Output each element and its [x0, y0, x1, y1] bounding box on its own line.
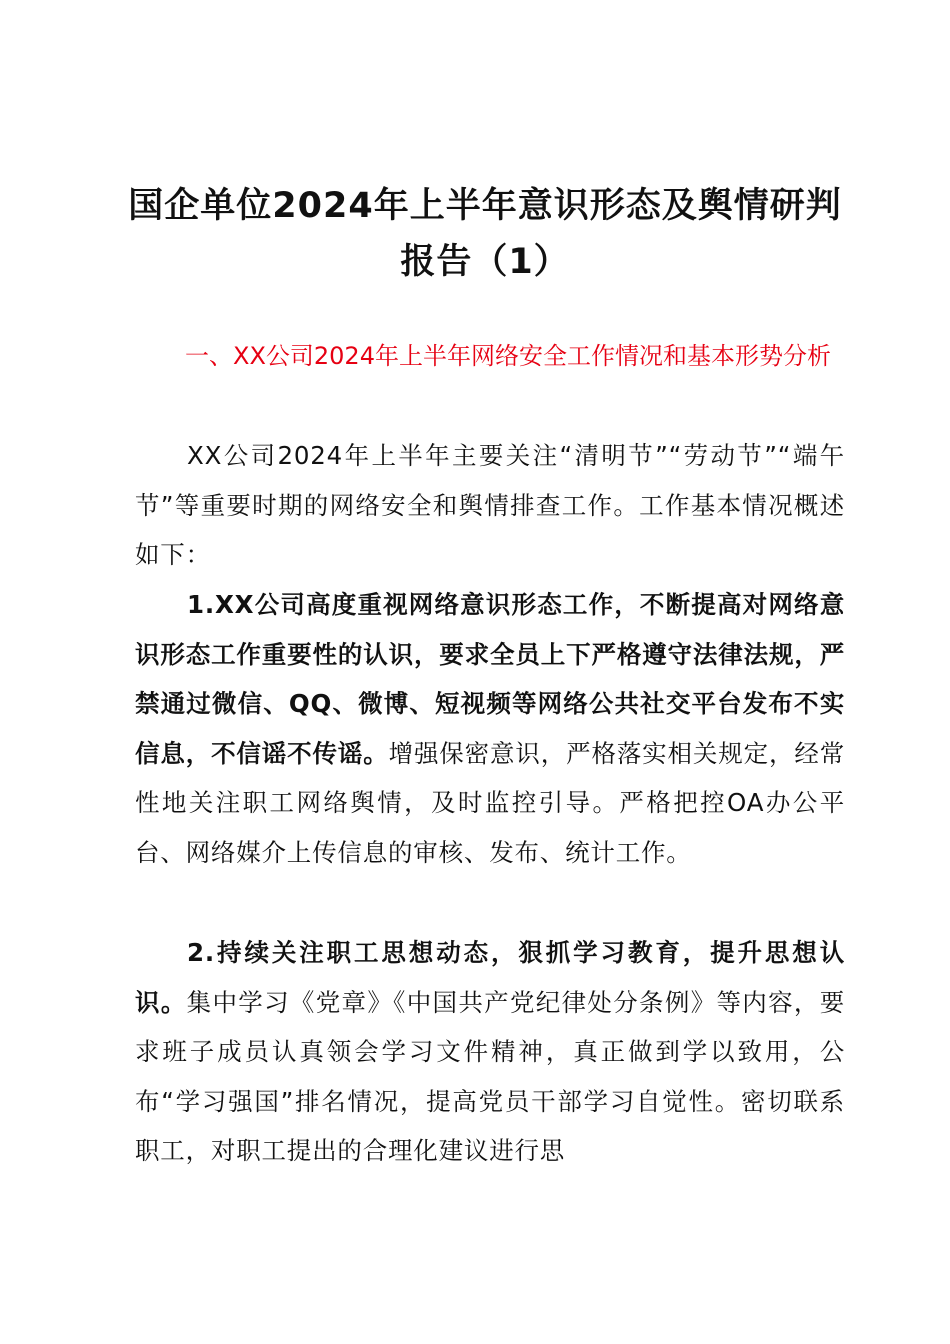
paragraph-3-text: 集中学习《党章》《中国共产党纪律处分条例》等内容，要求班子成员认真领会学习文件精神，真正做到学以致用，公布“学习强国”排名情况，提高党员干部学习自觉性。密切联系职工，对职工提出的合理化建议进行思 — [135, 987, 846, 1165]
paragraph-1-text: XX公司2024年上半年主要关注“清明节”“劳动节”“端午节”等重要时期的网络安全和舆情排查工作。工作基本情况概述如下： — [135, 441, 845, 569]
paragraph-1 — [135, 431, 845, 580]
paragraph-2 — [135, 580, 845, 877]
paragraph-2-text: 增强保密意识，严格落实相关规定，经常性地关注职工网络舆情，及时监控引导。严格把控OA办公平台、网络媒介上传信息的审核、发布、统计工作。 — [135, 738, 845, 867]
document-title: 国企单位2024年上半年意识形态及舆情研判报告（1） — [128, 186, 842, 282]
paragraph-3-bold: 2.持续关注职工思想动态，狠抓学习教育，提升思想认识。 — [135, 938, 845, 1017]
section-heading: 一、XX公司2024年上半年网络安全工作情况和基本形势分析 — [185, 342, 831, 370]
paragraph-3 — [135, 928, 845, 1176]
paragraph-2-bold: 1.XX公司高度重视网络意识形态工作，不断提高对网络意识形态工作重要性的认识，要求全员上下严格遵守法律法规，严禁通过微信、QQ、微博、短视频等网络公共社交平台发布不实信息，不信谣不传谣。 — [135, 590, 845, 768]
